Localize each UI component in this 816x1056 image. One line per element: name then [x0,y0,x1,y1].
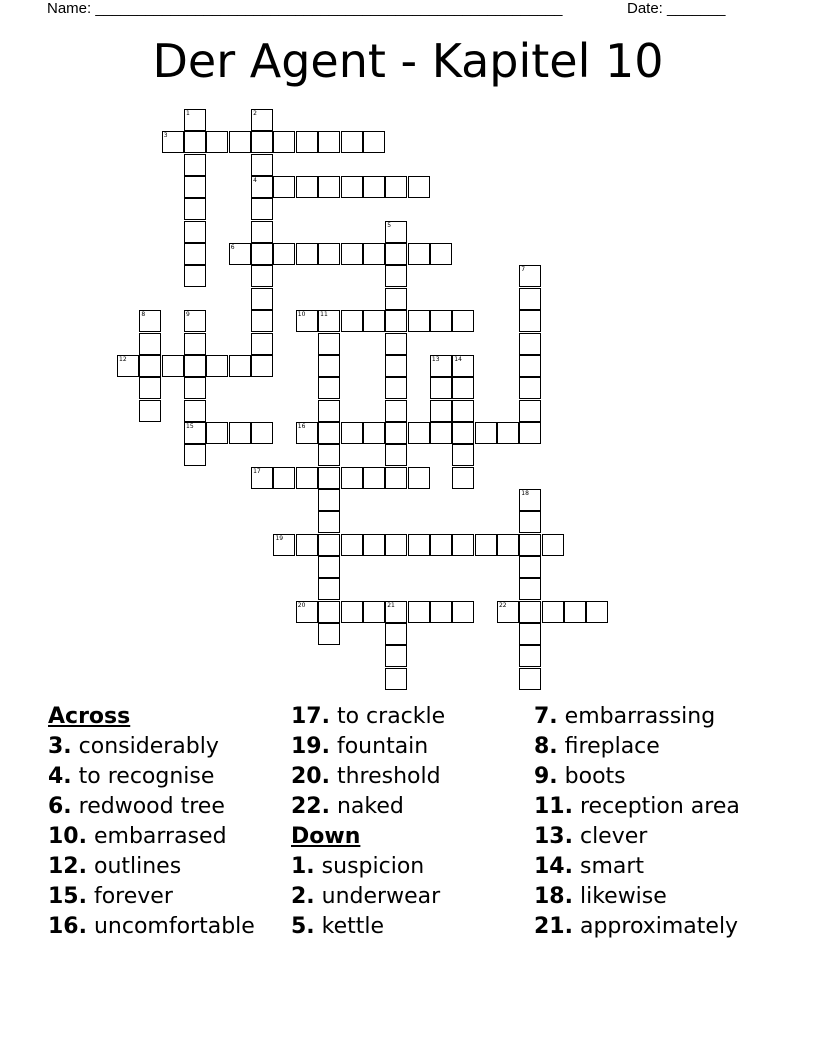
clue-text: suspicion [314,854,425,879]
clue [534,792,740,822]
grid-cell[interactable] [184,221,206,243]
grid-cell[interactable] [296,534,318,556]
grid-cell[interactable] [385,288,407,310]
cell-number: 18 [521,489,529,497]
grid-cell[interactable] [408,467,430,489]
grid-cell[interactable] [452,377,474,399]
clue-heading: Down [291,824,361,849]
cell-number: 19 [275,534,284,542]
grid-cell[interactable] [341,131,363,153]
grid-cell[interactable] [408,176,430,198]
grid-cell[interactable] [117,355,139,377]
grid-cell[interactable] [251,131,273,153]
page-title: Der Agent - Kapitel 10 [152,34,664,88]
clue-number: 15. [48,884,87,909]
clue-number: 17. [291,704,330,729]
grid-cell[interactable] [184,355,206,377]
grid-cell[interactable] [229,355,251,377]
grid-cell[interactable] [341,310,363,332]
grid-cell[interactable] [318,355,340,377]
grid-cell[interactable] [519,578,541,600]
clue [291,882,445,912]
clue [48,882,255,912]
grid-cell[interactable] [385,243,407,265]
grid-cell[interactable] [385,645,407,667]
clue [48,822,255,852]
grid-cell[interactable] [296,176,318,198]
clue-number: 13. [534,824,573,849]
clue-text: to crackle [329,704,446,729]
clue-number: 5. [291,914,315,939]
grid-cell[interactable] [385,355,407,377]
clue-text: threshold [329,764,441,789]
grid-cell[interactable] [184,444,206,466]
grid-cell[interactable] [318,310,340,332]
grid-cell[interactable] [519,377,541,399]
grid-cell[interactable] [542,534,564,556]
cell-number: 21 [387,601,395,609]
clue-heading: Across [48,704,131,729]
grid-cell[interactable] [318,377,340,399]
cell-number: 12 [119,355,127,363]
clue-number: 14. [534,854,573,879]
cell-number: 4 [253,177,257,185]
clue [48,762,255,792]
grid-cell[interactable] [251,221,273,243]
clue [534,732,740,762]
grid-cell[interactable] [184,243,206,265]
grid-cell[interactable] [385,422,407,444]
clue-number: 2. [291,884,315,909]
grid-cell[interactable] [162,131,184,153]
date-line: Date: _______ [627,0,726,17]
grid-cell[interactable] [519,623,541,645]
grid-cell[interactable] [184,131,206,153]
grid-cell[interactable] [430,422,452,444]
grid-cell[interactable] [497,422,519,444]
cell-number: 2 [253,110,257,117]
grid-cell[interactable] [206,422,228,444]
grid-cell[interactable] [452,467,474,489]
grid-cell[interactable] [475,422,497,444]
grid-cell[interactable] [318,489,340,511]
cell-number: 3 [163,132,168,140]
grid-cell[interactable] [318,467,340,489]
cell-number: 16 [297,422,306,430]
clue [291,792,445,822]
clue-text: approximately [572,914,739,939]
clue-number: 6. [48,794,72,819]
clue-text: kettle [314,914,385,939]
grid-cell[interactable] [273,131,295,153]
grid-cell[interactable] [318,131,340,153]
clue-text: naked [329,794,404,819]
grid-cell[interactable] [318,444,340,466]
grid-cell[interactable] [408,601,430,623]
grid-cell[interactable] [296,601,318,623]
grid-cell[interactable] [385,400,407,422]
clue-text: outlines [86,854,182,879]
clue-number: 18. [534,884,573,909]
grid-cell[interactable] [341,422,363,444]
grid-cell[interactable] [251,109,273,131]
clue-number: 22. [291,794,330,819]
grid-cell[interactable] [251,243,273,265]
clue-text: to recognise [71,764,215,789]
cell-number: 7 [521,266,526,274]
grid-cell[interactable] [273,176,295,198]
cell-number: 9 [186,311,190,319]
grid-cell[interactable] [341,467,363,489]
clue [291,732,445,762]
grid-cell[interactable] [475,534,497,556]
grid-cell[interactable] [251,333,273,355]
grid-cell[interactable] [408,534,430,556]
clue-number: 12. [48,854,87,879]
clue [534,882,740,912]
grid-cell[interactable] [318,623,340,645]
clue [534,912,740,942]
cell-number: 11 [320,311,328,319]
grid-cell[interactable] [363,243,385,265]
clue [48,912,255,942]
grid-cell[interactable] [184,176,206,198]
grid-cell[interactable] [519,668,541,690]
grid-cell[interactable] [273,467,295,489]
grid-cell[interactable] [318,578,340,600]
grid-cell[interactable] [318,176,340,198]
grid-cell[interactable] [229,422,251,444]
grid-cell[interactable] [296,310,318,332]
clue [534,762,740,792]
clue-text: fireplace [557,734,660,759]
grid-cell[interactable] [251,422,273,444]
clue-text: likewise [572,884,667,909]
clue [48,852,255,882]
clue-number: 1. [291,854,315,879]
grid-cell[interactable] [385,534,407,556]
grid-cell[interactable] [363,310,385,332]
grid-cell[interactable] [296,467,318,489]
grid-cell[interactable] [251,198,273,220]
clue-number: 9. [534,764,558,789]
cell-number: 5 [387,221,392,229]
clue [534,822,740,852]
clue-text: fountain [329,734,429,759]
grid-cell[interactable] [385,467,407,489]
clue-text: redwood tree [71,794,225,819]
grid-cell[interactable] [586,601,608,623]
clue-text: boots [557,764,626,789]
grid-cell[interactable] [363,176,385,198]
grid-cell[interactable] [251,467,273,489]
cell-number: 14 [454,355,462,363]
grid-cell[interactable] [452,400,474,422]
clue [291,852,445,882]
grid-cell[interactable] [519,333,541,355]
clue [534,702,740,732]
clue-text: embarrassing [557,704,716,729]
grid-cell[interactable] [385,668,407,690]
clue-text: smart [572,854,645,879]
grid-cell[interactable] [430,377,452,399]
clue [291,702,445,732]
grid-cell[interactable] [497,534,519,556]
grid-cell[interactable] [542,601,564,623]
grid-cell[interactable] [318,243,340,265]
cell-number: 20 [297,601,306,609]
grid-cell[interactable] [564,601,586,623]
grid-cell[interactable] [385,601,407,623]
grid-cell[interactable] [251,288,273,310]
grid-cell[interactable] [452,444,474,466]
cell-number: 10 [297,311,306,319]
grid-cell[interactable] [162,355,184,377]
grid-cell[interactable] [408,422,430,444]
grid-cell[interactable] [363,601,385,623]
clue-text: uncomfortable [86,914,255,939]
grid-cell[interactable] [519,489,541,511]
grid-cell[interactable] [519,310,541,332]
grid-cell[interactable] [251,154,273,176]
clue-text: embarrased [86,824,227,849]
clue-number: 7. [534,704,558,729]
cell-number: 15 [186,422,194,430]
clue-text: considerably [71,734,219,759]
clue [48,732,255,762]
grid-cell[interactable] [497,601,519,623]
grid-cell[interactable] [184,154,206,176]
clue-column-1 [48,702,255,942]
grid-cell[interactable] [341,176,363,198]
grid-cell[interactable] [251,310,273,332]
grid-cell[interactable] [341,243,363,265]
grid-cell[interactable] [318,422,340,444]
grid-cell[interactable] [184,265,206,287]
grid-cell[interactable] [184,333,206,355]
grid-cell[interactable] [385,221,407,243]
grid-cell[interactable] [430,400,452,422]
grid-cell[interactable] [206,355,228,377]
cell-number: 13 [431,355,440,363]
grid-cell[interactable] [385,623,407,645]
grid-cell[interactable] [363,467,385,489]
grid-cell[interactable] [430,310,452,332]
grid-cell[interactable] [139,333,161,355]
clue-number: 20. [291,764,330,789]
grid-cell[interactable] [430,601,452,623]
grid-cell[interactable] [229,243,251,265]
grid-cell[interactable] [452,355,474,377]
grid-cell[interactable] [385,444,407,466]
grid-cell[interactable] [519,534,541,556]
clue [534,852,740,882]
clue-number: 10. [48,824,87,849]
grid-cell[interactable] [408,310,430,332]
grid-cell[interactable] [296,243,318,265]
clue-text: forever [86,884,173,909]
grid-cell[interactable] [318,556,340,578]
grid-cell[interactable] [385,176,407,198]
grid-cell[interactable] [139,400,161,422]
grid-cell[interactable] [452,310,474,332]
grid-cell[interactable] [139,355,161,377]
grid-cell[interactable] [430,243,452,265]
clue-number: 21. [534,914,573,939]
cell-number: 1 [186,110,190,117]
grid-cell[interactable] [318,333,340,355]
clue [48,792,255,822]
grid-cell[interactable] [430,355,452,377]
grid-cell[interactable] [519,265,541,287]
grid-cell[interactable] [430,534,452,556]
clue-number: 16. [48,914,87,939]
cell-number: 22 [498,601,507,609]
grid-cell[interactable] [318,534,340,556]
clue-text: underwear [314,884,441,909]
clue [291,762,445,792]
cell-number: 8 [141,311,146,319]
grid-cell[interactable] [184,400,206,422]
cell-number: 17 [253,467,261,475]
grid-cell[interactable] [385,377,407,399]
grid-cell[interactable] [184,310,206,332]
grid-cell[interactable] [273,243,295,265]
grid-cell[interactable] [519,556,541,578]
clue-number: 3. [48,734,72,759]
grid-cell[interactable] [363,534,385,556]
grid-cell[interactable] [229,131,251,153]
grid-cell[interactable] [519,400,541,422]
grid-cell[interactable] [184,198,206,220]
grid-cell[interactable] [452,422,474,444]
grid-cell[interactable] [139,310,161,332]
clue-column-2 [291,702,445,942]
grid-cell[interactable] [363,422,385,444]
grid-cell[interactable] [251,176,273,198]
grid-cell[interactable] [452,601,474,623]
grid-cell[interactable] [139,377,161,399]
cell-number: 6 [230,244,235,252]
grid-cell[interactable] [206,131,228,153]
clue [291,912,445,942]
grid-cell[interactable] [273,534,295,556]
grid-cell[interactable] [341,534,363,556]
grid-cell[interactable] [408,243,430,265]
grid-cell[interactable] [318,400,340,422]
grid-cell[interactable] [296,131,318,153]
grid-cell[interactable] [519,511,541,533]
grid-cell[interactable] [519,645,541,667]
grid-cell[interactable] [184,109,206,131]
grid-cell[interactable] [251,355,273,377]
clue-number: 8. [534,734,558,759]
grid-cell[interactable] [385,333,407,355]
grid-cell[interactable] [251,265,273,287]
grid-cell[interactable] [184,377,206,399]
clue-number: 11. [534,794,573,819]
name-line: Name: ________________________________________________________ [47,0,563,17]
clue-number: 19. [291,734,330,759]
grid-cell[interactable] [363,131,385,153]
grid-cell[interactable] [385,310,407,332]
grid-cell[interactable] [519,422,541,444]
grid-cell[interactable] [519,355,541,377]
grid-cell[interactable] [519,288,541,310]
grid-cell[interactable] [341,601,363,623]
grid-cell[interactable] [452,534,474,556]
clue-number: 4. [48,764,72,789]
grid-cell[interactable] [296,422,318,444]
grid-cell[interactable] [519,601,541,623]
grid-cell[interactable] [318,601,340,623]
clue-column-3 [534,702,740,942]
grid-cell[interactable] [385,265,407,287]
clue-text: reception area [572,794,740,819]
clue-text: clever [572,824,648,849]
grid-cell[interactable] [184,422,206,444]
grid-cell[interactable] [318,511,340,533]
